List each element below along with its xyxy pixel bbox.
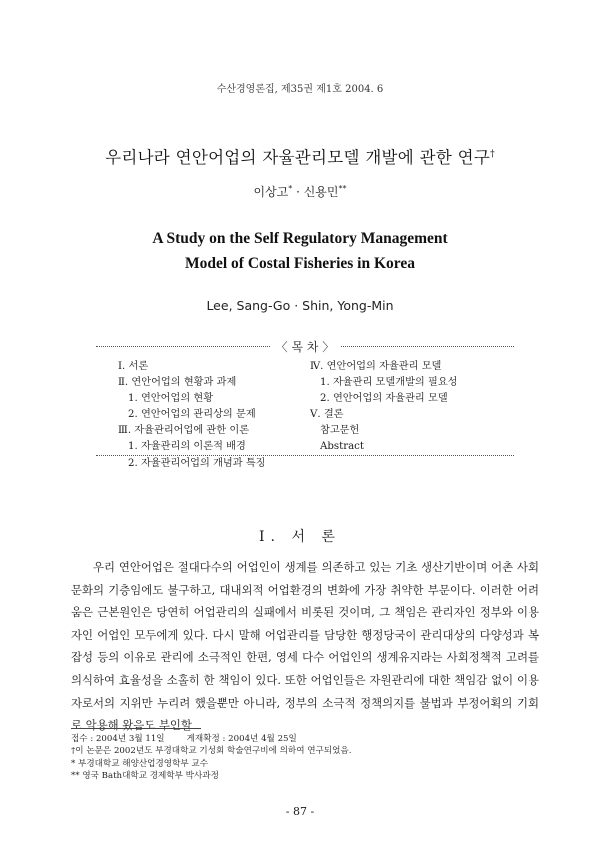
toc-item: 1. 자율관리 모델개발의 필요성 (320, 377, 458, 389)
toc-item: 2. 자율관리어업의 개념과 특징 (128, 457, 266, 469)
body-text (71, 556, 539, 737)
journal-header: 수산경영론집, 제35권 제1호 2004. 6 (216, 84, 384, 95)
footnote-divider (71, 728, 201, 729)
author-2-ko: 신용민 (303, 185, 339, 199)
submission-dates (71, 733, 539, 745)
footnote-funding: †이 논문은 2002년도 부경대학교 기성회 학술연구비에 의하여 연구되었음. (71, 746, 352, 757)
toc-item: Abstract (320, 441, 364, 453)
authors-korean (0, 183, 600, 200)
toc-item: 2. 연안어업의 자율관리 모델 (320, 393, 448, 405)
footnote-author-1: * 부경대학교 해양산업경영학부 교수 (71, 758, 209, 769)
toc-item: Ⅳ. 연안어업의 자율관리 모델 (310, 361, 442, 372)
authors-english: Lee, Sang-Go · Shin, Yong-Min (206, 298, 394, 313)
toc-item: Ⅲ. 자율관리어업에 관한 이론 (118, 425, 250, 437)
author-1-ko: 이상고 (253, 185, 289, 199)
toc-item: 1. 연안어업의 현황 (128, 393, 214, 405)
title-en-line-1: A Study on the Self Regulatory Management (152, 230, 448, 247)
section-heading: Ⅰ. 서 론 (259, 529, 341, 545)
toc-item: 참고문헌 (320, 425, 360, 437)
body-paragraph: 우리 연안어업은 절대다수의 어업인이 생계를 의존하고 있는 기초 생산기반이며 어촌 사회문화의 기층임에도 불구하고, 대내외적 어업환경의 변화에 가장 취약한 부문이다. 이러한 어려움은 근본원인은 당연히 어업관리의 실패에서 비롯된 것이며, 그 책임은 관리자인 정부와 이용자인 어업인 모두에게 있다. 다시 말해 어업관리를 담당한 행정당국이 관리대상의 다양성과 복잡성 등의 이유로 관리에 소극적인 한편, 영세 다수 어업인의 생계유지라는 사회정책적 고려를 의식하여 효율성을 소홀히 한 책임이 있다. 또한 어업인들은 자원관리에 대한 책임감 없이 이용자로서의 지위만 누리려 했을뿐만 아니라, 정부의 소극적 정책의지를 불법과 부정어획의 기회로 악용해 왔음도 부인할 (71, 560, 539, 733)
title-footnote-mark: † (490, 149, 495, 160)
title-ko-text: 우리나라 연안어업의 자율관리모델 개발에 관한 연구 (105, 148, 491, 167)
toc-item: Ⅴ. 결론 (310, 409, 344, 421)
footnote-author-2: ** 영국 Bath대학교 경제학부 박사과정 (71, 770, 219, 781)
page-number: - 87 - (285, 805, 315, 818)
paper-title-korean (0, 144, 600, 168)
paper-title-english (0, 226, 600, 276)
toc-title: 〈 목 차 〉 (96, 338, 514, 355)
footnotes (71, 733, 539, 782)
toc-right-column (310, 359, 458, 456)
author-separator: · (292, 185, 304, 199)
toc-item: 2. 연안어업의 관리상의 문제 (128, 409, 256, 421)
accepted-date: 게재확정 : 2004년 4월 25일 (186, 734, 297, 744)
title-en-line-2: Model of Costal Fisheries in Korea (184, 255, 416, 272)
author-1-mark: * (288, 184, 293, 193)
toc-item: 1. 자율관리의 이론적 배경 (128, 441, 246, 453)
toc-left-column (118, 359, 266, 472)
table-of-contents (96, 340, 514, 469)
received-date: 접수 : 2004년 3월 11일 (71, 734, 165, 744)
author-2-mark: ** (338, 184, 347, 193)
toc-item: Ⅱ. 연안어업의 현황과 과제 (118, 377, 237, 389)
toc-item: Ⅰ. 서론 (118, 361, 149, 372)
